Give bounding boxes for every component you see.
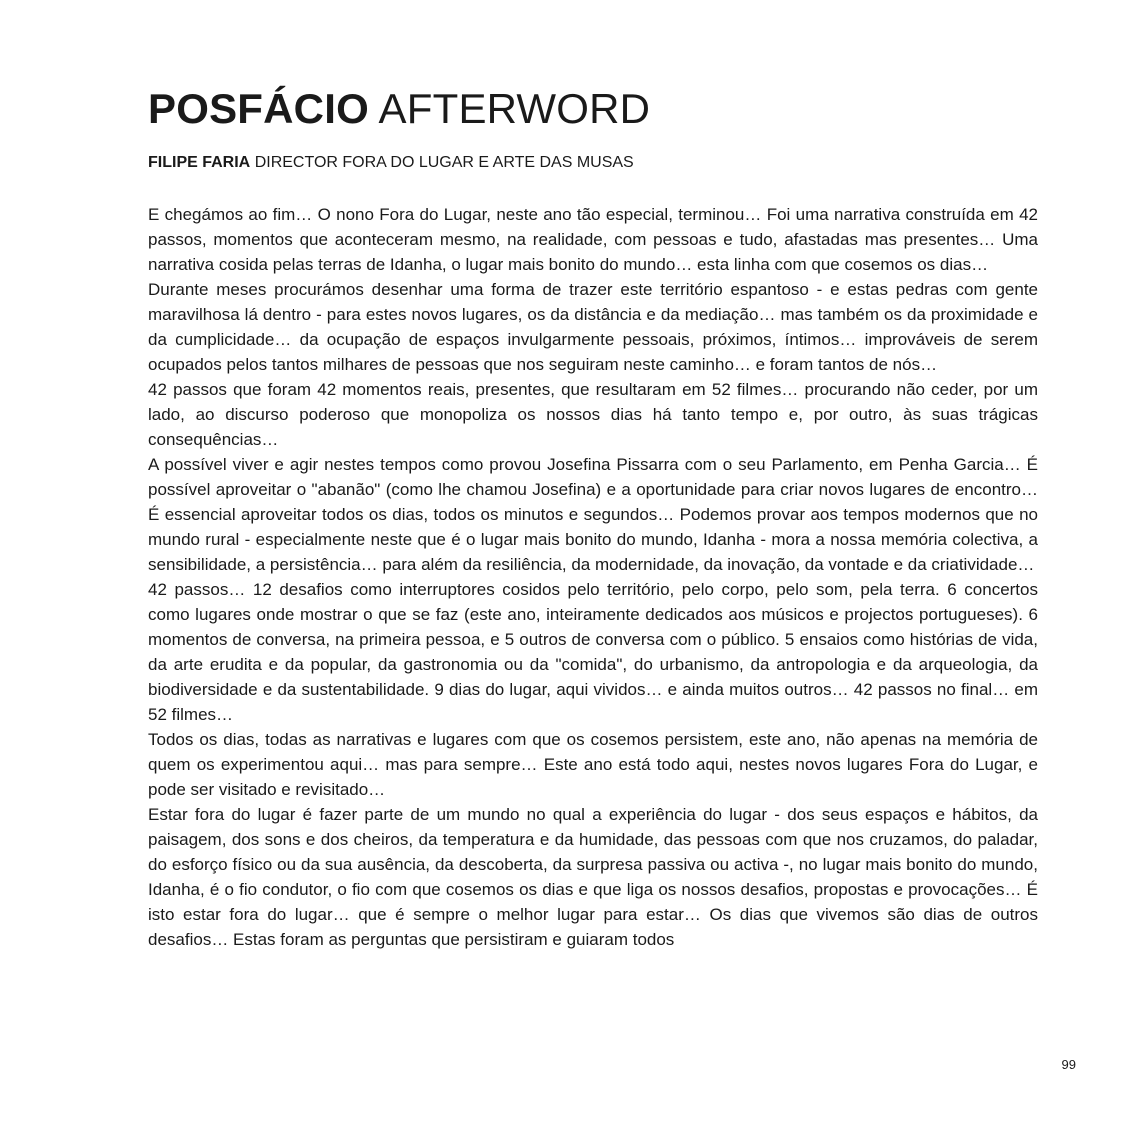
paragraph: 42 passos que foram 42 momentos reais, presentes, que resultaram em 52 filmes… procurando não ceder, por um lado, ao discurso poderoso que monopoliza os nossos dias há tanto tempo e, por outro, às suas trágicas consequências… xyxy=(148,380,1038,449)
author-role: DIRECTOR FORA DO LUGAR E ARTE DAS MUSAS xyxy=(254,154,634,171)
author-line xyxy=(148,152,1038,174)
body-text xyxy=(148,202,1038,952)
paragraph: 42 passos… 12 desafios como interruptores cosidos pelo território, pelo corpo, pelo som, pela terra. 6 concertos como lugares onde mostrar o que se faz (este ano, inteiramente dedicados aos músicos e projectos portugueses). 6 momentos de conversa, na primeira pessoa, e 5 outros de conversa com o público. 5 ensaios como histórias de vida, da arte erudita e da popular, da gastronomia ou da "comida", do urbanismo, da antropologia e da arqueologia, da biodiversidade e da sustentabilidade. 9 dias do lugar, aqui vividos… e ainda muitos outros… 42 passos no final… em 52 filmes… xyxy=(148,580,1038,724)
paragraph: Durante meses procurámos desenhar uma forma de trazer este território espantoso - e estas pedras com gente maravilhosa lá dentro - para estes novos lugares, os da distância e da mediação… mas também os da proximidade e da cumplicidade… da ocupação de espaços invulgarmente pessoais, próximos, íntimos… improváveis de serem ocupados pelos tantos milhares de pessoas que nos seguiram neste caminho… e foram tantos de nós… xyxy=(148,280,1038,374)
paragraph: Todos os dias, todas as narrativas e lugares com que os cosemos persistem, este ano, não apenas na memória de quem os experimentou aqui… mas para sempre… Este ano está todo aqui, nestes novos lugares Fora do Lugar, e pode ser visitado e revisitado… xyxy=(148,730,1038,799)
title-regular: AFTERWORD xyxy=(378,85,651,132)
paragraph: A possível viver e agir nestes tempos como provou Josefina Pissarra com o seu Parlamento, em Penha Garcia… É possível aproveitar o "abanão" (como lhe chamou Josefina) e a oportunidade para criar novos lugares de encontro… É essencial aproveitar todos os dias, todos os minutos e segundos… Podemos provar aos tempos modernos que no mundo rural - especialmente neste que é o lugar mais bonito do mundo, Idanha - mora a nossa memória colectiva, a sensibilidade, a persistência… para além da resiliência, da modernidade, da inovação, da vontade e da criatividade… xyxy=(148,455,1038,574)
author-name: FILIPE FARIA xyxy=(148,154,251,171)
page-content xyxy=(148,84,1038,952)
paragraph: E chegámos ao fim… O nono Fora do Lugar, neste ano tão especial, terminou… Foi uma narrativa construída em 42 passos, momentos que aconteceram mesmo, na realidade, com pessoas e tudo, afastadas mas presentes… Uma narrativa cosida pelas terras de Idanha, o lugar mais bonito do mundo… esta linha com que cosemos os dias… xyxy=(148,205,1038,274)
page-number: 99 xyxy=(1061,1057,1076,1072)
title-bold: POSFÁCIO xyxy=(148,85,369,132)
paragraph: Estar fora do lugar é fazer parte de um mundo no qual a experiência do lugar - dos seus espaços e hábitos, da paisagem, dos sons e dos cheiros, da temperatura e da humidade, das pessoas com que nos cruzamos, do paladar, do esforço físico ou da sua ausência, da descoberta, da surpresa passiva ou activa -, no lugar mais bonito do mundo, Idanha, é o fio condutor, o fio com que cosemos os dias e que liga os nossos desafios, propostas e provocações… É isto estar fora do lugar… que é sempre o melhor lugar para estar… Os dias que vivemos são dias de outros desafios… Estas foram as perguntas que persistiram e guiaram todos xyxy=(148,805,1038,949)
page-title xyxy=(148,84,1038,134)
